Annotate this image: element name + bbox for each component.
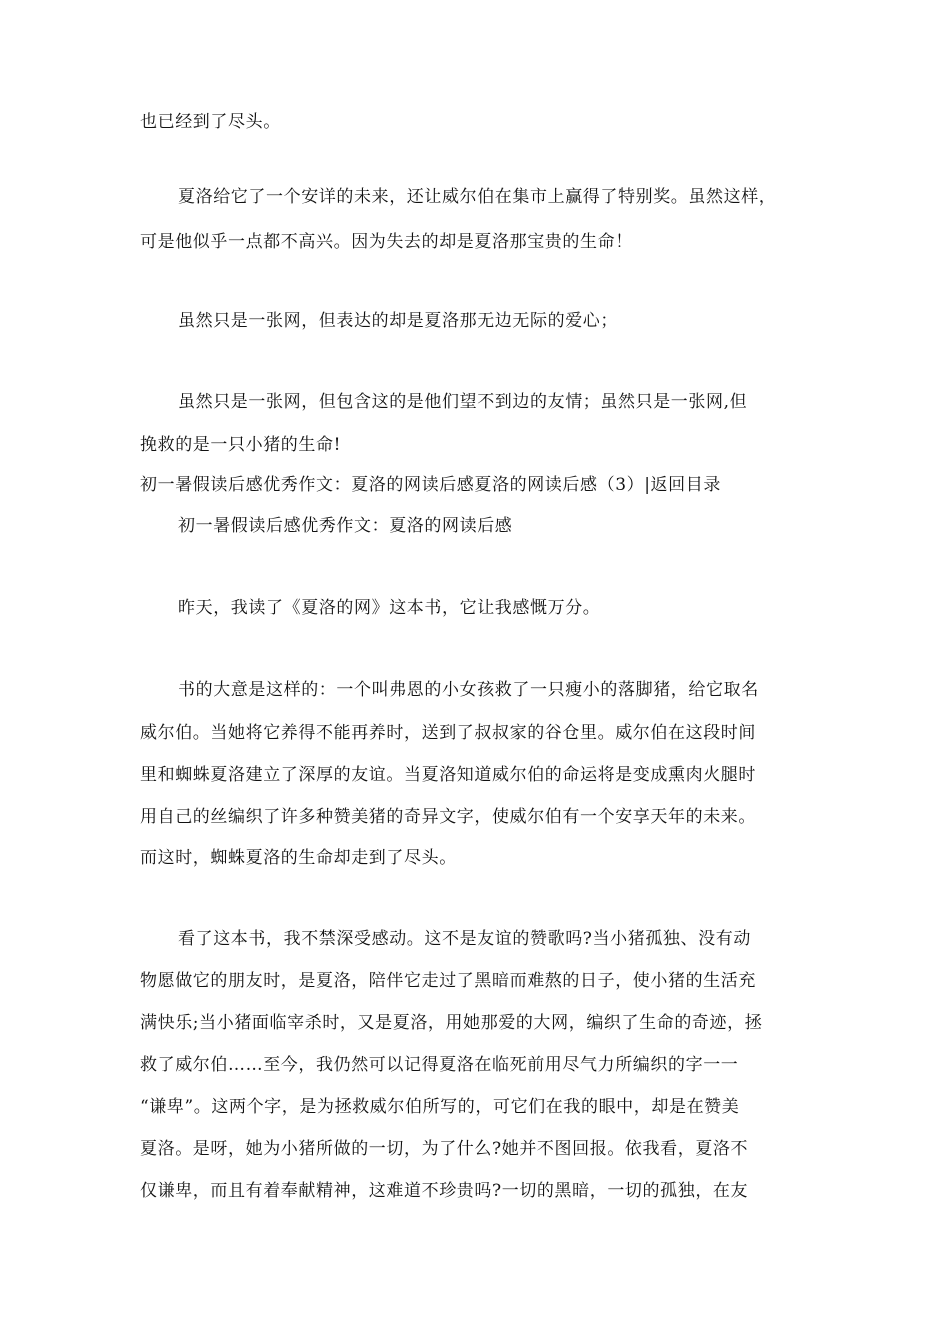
section-link[interactable]: 初一暑假读后感优秀作文：夏洛的网读后感夏洛的网读后感（3）|返回目录 <box>140 475 721 495</box>
text-line: 书的大意是这样的：一个叫弗恩的小女孩救了一只瘦小的落脚猪，给它取名 <box>178 680 759 700</box>
text-line: “谦卑”。这两个字，是为拯救威尔伯所写的，可它们在我的眼中，却是在赞美 <box>140 1097 740 1117</box>
text-line: 夏洛。是呀，她为小猪所做的一切，为了什么?她并不图回报。依我看，夏洛不 <box>140 1139 749 1159</box>
text-line: 物愿做它的朋友时，是夏洛，陪伴它走过了黑暗而难熬的日子，使小猪的生活充 <box>140 971 756 991</box>
text-line: 虽然只是一张网，但包含这的是他们望不到边的友情；虽然只是一张网,但 <box>178 392 748 412</box>
text-line: 可是他似乎一点都不高兴。因为失去的却是夏洛那宝贵的生命！ <box>140 232 633 252</box>
text-line: 里和蜘蛛夏洛建立了深厚的友谊。当夏洛知道威尔伯的命运将是变成熏肉火腿时 <box>140 765 756 785</box>
text-line: 满快乐;当小猪面临宰杀时，又是夏洛，用她那爱的大网，编织了生命的奇迹，拯 <box>140 1013 763 1033</box>
section-title: 初一暑假读后感优秀作文：夏洛的网读后感 <box>178 516 513 536</box>
text-line: 威尔伯。当她将它养得不能再养时，送到了叔叔家的谷仓里。威尔伯在这段时间 <box>140 723 756 743</box>
text-line: 虽然只是一张网，但表达的却是夏洛那无边无际的爱心； <box>178 311 618 331</box>
text-line: 昨天，我读了《夏洛的网》这本书，它让我感慨万分。 <box>178 598 601 618</box>
text-line: 用自己的丝编织了许多种赞美猪的奇异文字，使威尔伯有一个安享天年的未来。 <box>140 807 756 827</box>
text-line: 救了威尔伯……至今，我仍然可以记得夏洛在临死前用尽气力所编织的字一一 <box>140 1055 739 1075</box>
text-line: 看了这本书，我不禁深受感动。这不是友谊的赞歌吗?当小猪孤独、没有动 <box>178 929 751 949</box>
text-line: 挽救的是一只小猪的生命! <box>140 435 342 455</box>
text-line: 而这时，蜘蛛夏洛的生命却走到了尽头。 <box>140 848 457 868</box>
text-line: 夏洛给它了一个安详的未来，还让威尔伯在集市上赢得了特别奖。虽然这样， <box>178 187 777 207</box>
text-line: 也已经到了尽头。 <box>140 112 281 132</box>
text-line: 仅谦卑，而且有着奉献精神，这难道不珍贵吗?一切的黑暗，一切的孤独，在友 <box>140 1181 749 1201</box>
